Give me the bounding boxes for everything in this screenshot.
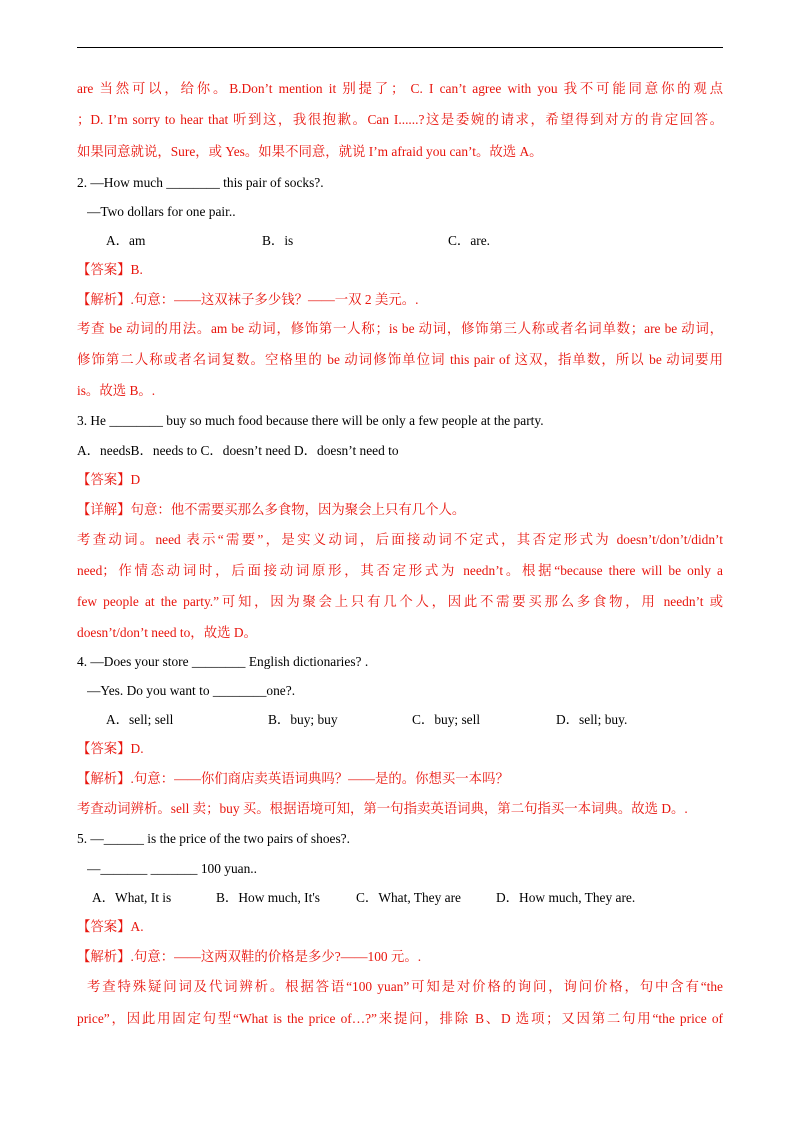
- question-2-reply: —Two dollars for one pair..: [87, 204, 236, 219]
- q4-translation: 【解析】.句意：——你们商店卖英语词典吗？——是的。你想买一本吗？: [77, 771, 509, 786]
- explanation-line: ；D. I’m sorry to hear that 听到这，我很抱歉。Can I......?这是委婉的请求，希望得到对方的肯定回答。: [77, 112, 723, 127]
- question-4-reply: —Yes. Do you want to ________one?.: [87, 683, 296, 698]
- question-5: 5. —______ is the price of the two pairs of shoes?.: [77, 831, 350, 846]
- q2-translation: 【解析】.句意：——这双袜子多少钱？——一双 2 美元。.: [77, 292, 419, 307]
- q2-explanation-line: 修饰第二人称或者名词复数。空格里的 be 动词修饰单位词 this pair of 这双，指单数，所以 be 动词要用: [77, 352, 723, 367]
- q5-answer: 【答案】A.: [77, 919, 144, 934]
- question-4: 4. —Does your store ________ English dictionaries? .: [77, 654, 369, 669]
- question-3-options: A．needsB．needs to C．doesn’t need D．doesn’t need to: [77, 443, 399, 458]
- q4-option-d: D．sell; buy.: [556, 712, 628, 727]
- q4-answer: 【答案】D.: [77, 741, 144, 756]
- q3-translation: 【详解】句意：他不需要买那么多食物，因为聚会上只有几个人。: [77, 502, 466, 517]
- explanation-line: 如果同意就说，Sure，或 Yes。如果不同意，就说 I’m afraid you can’t。故选 A。: [77, 144, 543, 159]
- question-3: 3. He ________ buy so much food because there will be only a few people at the party.: [77, 413, 544, 428]
- q3-explanation-line: few people at the party.”可知，因为聚会上只有几个人，因此不需要买那么多食物，用 needn’t 或: [77, 594, 723, 609]
- q5-option-b: B．How much, It's: [216, 890, 320, 905]
- q5-option-d: D．How much, They are.: [496, 890, 636, 905]
- q4-option-a: A．sell; sell: [106, 712, 174, 727]
- q2-option-b: B．is: [262, 233, 294, 248]
- q3-explanation-line: need；作情态动词时，后面接动词原形，其否定形式为 needn’t。根据“because there will be only a: [77, 563, 723, 578]
- q2-option-a: A．am: [106, 233, 146, 248]
- q2-explanation-line: 考查 be 动词的用法。am be 动词，修饰第一人称；is be 动词，修饰第三人称或者名词单数；are be 动词，: [77, 321, 723, 336]
- q2-answer: 【答案】B.: [77, 262, 143, 277]
- q5-translation: 【解析】.句意：——这两双鞋的价格是多少?——100 元。.: [77, 949, 422, 964]
- q4-option-c: C．buy; sell: [412, 712, 481, 727]
- explanation-line: are 当然可以，给你。B.Don’t mention it 别提了； C. I can’t agree with you 我不可能同意你的观点: [77, 81, 723, 96]
- question-5-reply: —_______ _______ 100 yuan..: [87, 861, 257, 876]
- q2-option-c: C．are.: [448, 233, 491, 248]
- q5-option-c: C．What, They are: [356, 890, 461, 905]
- q2-explanation-line: is。故选 B。.: [77, 383, 156, 398]
- q5-explanation-line: 考查特殊疑问词及代词辨析。根据答语“100 yuan”可知是对价格的询问，询问价格，句中含有“the: [87, 979, 723, 994]
- q3-explanation-line: 考查动词。need 表示“需要”，是实义动词，后面接动词不定式，其否定形式为 doesn’t/don’t/didn’t: [77, 532, 723, 547]
- header-rule: [77, 47, 723, 48]
- q5-option-a: A．What, It is: [92, 890, 172, 905]
- q3-explanation-line: doesn’t/don’t need to，故选 D。: [77, 625, 257, 640]
- q5-explanation-line: price”，因此用固定句型“What is the price of…?”来提问，排除 B、D 选项；又因第二句用“the price of: [77, 1011, 723, 1026]
- q3-answer: 【答案】D: [77, 472, 141, 487]
- q4-explanation-line: 考查动词辨析。sell 卖；buy 买。根据语境可知，第一句指卖英语词典，第二句指买一本词典。故选 D。.: [77, 801, 688, 816]
- question-2: 2. —How much ________ this pair of socks?.: [77, 175, 324, 190]
- q4-option-b: B．buy; buy: [268, 712, 338, 727]
